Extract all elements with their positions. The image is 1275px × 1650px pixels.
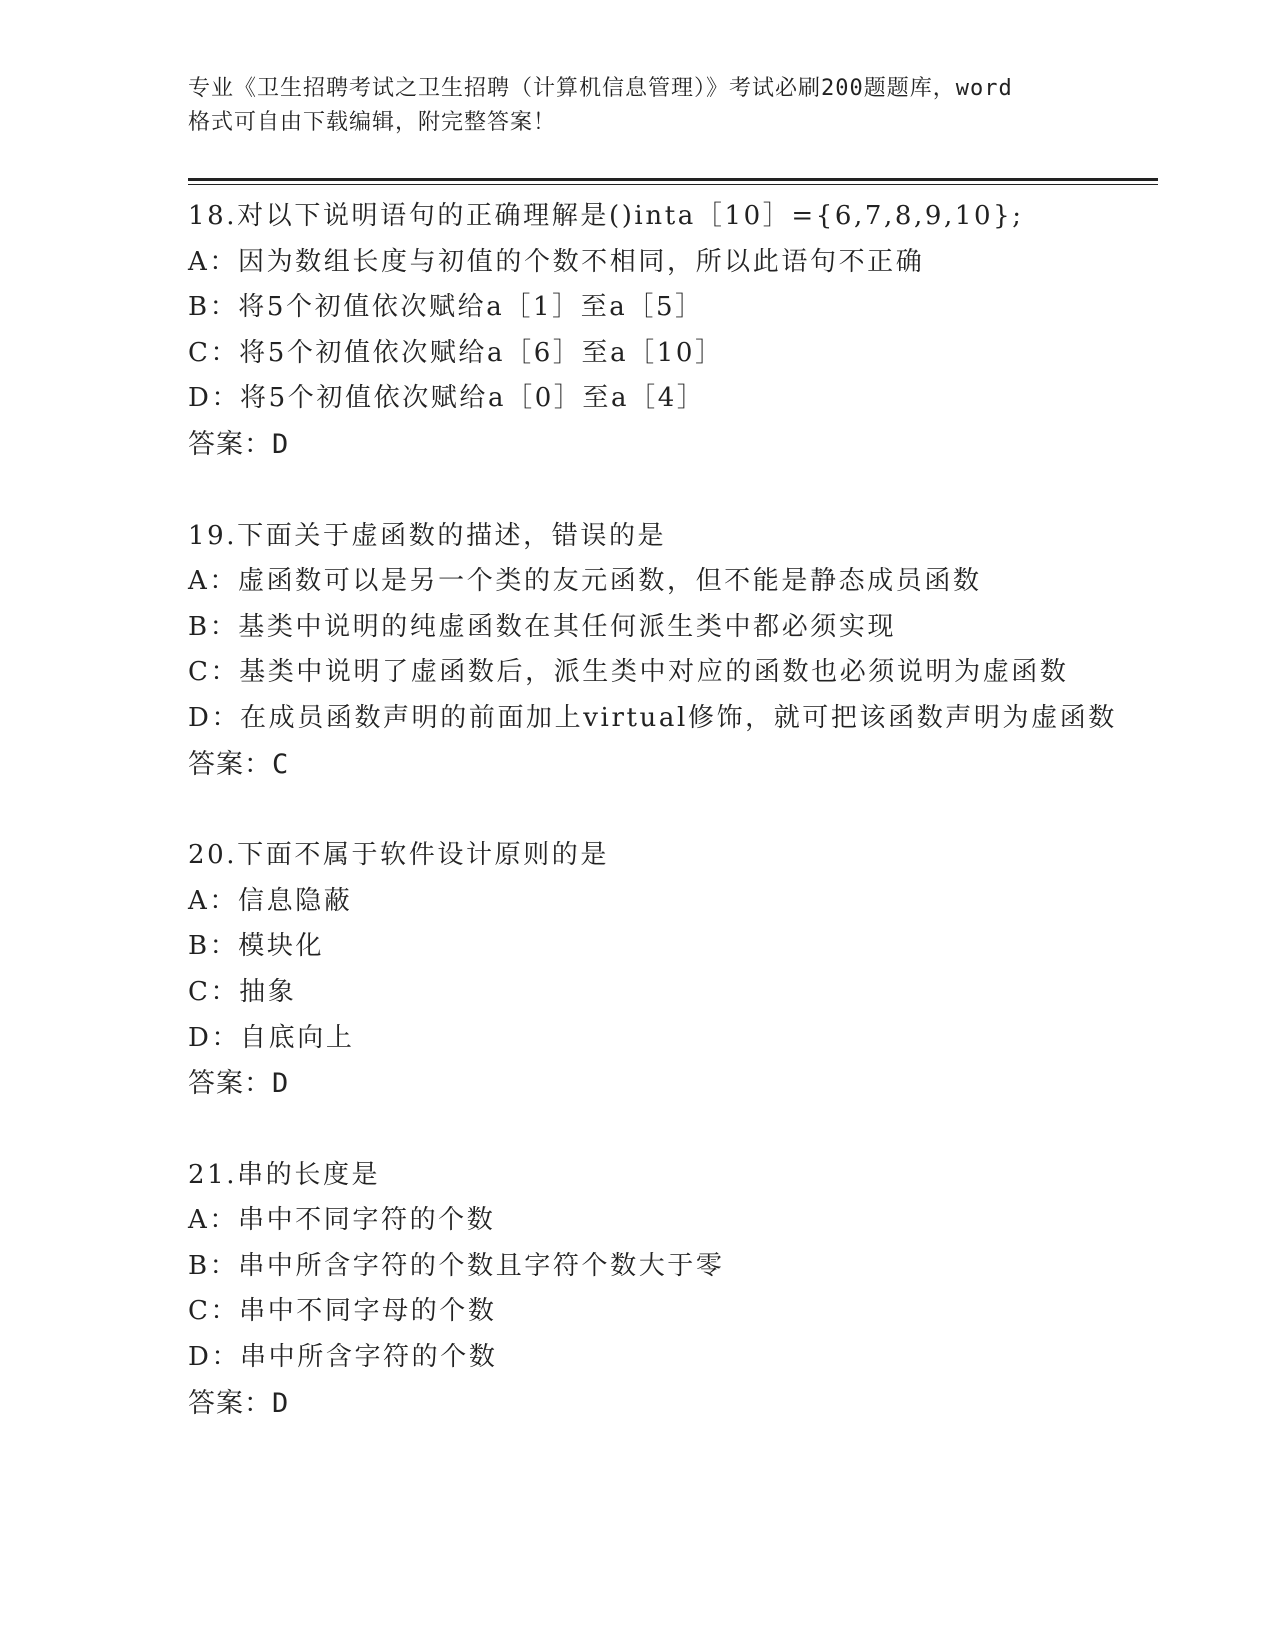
option-c: C：抽象: [188, 976, 297, 1007]
option-a: A：虚函数可以是另一个类的友元函数，但不能是静态成员函数: [188, 566, 982, 597]
option-d: D：自底向上: [188, 1022, 355, 1053]
option-d: D：将5个初值依次赋给a［0］至a［4］: [188, 383, 706, 414]
question-20: [188, 833, 1138, 1107]
answer-label: 答案：D: [188, 428, 290, 460]
answer-label: 答案：C: [188, 748, 290, 780]
question-stem: 21.串的长度是: [188, 1159, 381, 1190]
option-d: D：串中所含字符的个数: [188, 1342, 498, 1373]
question-stem: 18.对以下说明语句的正确理解是()inta［10］={6,7,8,9,10};: [188, 201, 1024, 231]
answer-label: 答案：D: [188, 1068, 290, 1100]
header-line-2: 格式可自由下载编辑，附完整答案！: [188, 110, 557, 135]
option-d: D：在成员函数声明的前面加上virtual修饰，就可把该函数声明为虚函数: [188, 702, 1117, 733]
question-19: [188, 514, 1138, 788]
question-stem: 19.下面关于虚函数的描述，错误的是: [188, 520, 667, 551]
question-list: [188, 194, 1138, 1472]
option-b: B：模块化: [188, 931, 325, 962]
answer-label: 答案：D: [188, 1387, 290, 1419]
header-line-1: 专业《卫生招聘考试之卫生招聘（计算机信息管理）》考试必刷200题题库，word: [188, 76, 1013, 101]
question-stem: 20.下面不属于软件设计原则的是: [188, 840, 609, 871]
header-divider-thin: [188, 184, 1158, 185]
option-b: B：串中所含字符的个数且字符个数大于零: [188, 1250, 725, 1281]
question-21: [188, 1153, 1138, 1427]
option-a: A：信息隐蔽: [188, 885, 353, 916]
option-c: C：将5个初值依次赋给a［6］至a［10］: [188, 337, 724, 368]
option-b: B：基类中说明的纯虚函数在其任何派生类中都必须实现: [188, 611, 897, 642]
document-header: [188, 72, 1088, 140]
option-c: C：串中不同字母的个数: [188, 1296, 497, 1327]
option-c: C：基类中说明了虚函数后，派生类中对应的函数也必须说明为虚函数: [188, 657, 1069, 688]
option-b: B：将5个初值依次赋给a［1］至a［5］: [188, 292, 704, 323]
option-a: A：因为数组长度与初值的个数不相同，所以此语句不正确: [188, 246, 925, 277]
question-18: [188, 194, 1138, 468]
option-a: A：串中不同字符的个数: [188, 1205, 496, 1236]
header-divider-thick: [188, 178, 1158, 181]
